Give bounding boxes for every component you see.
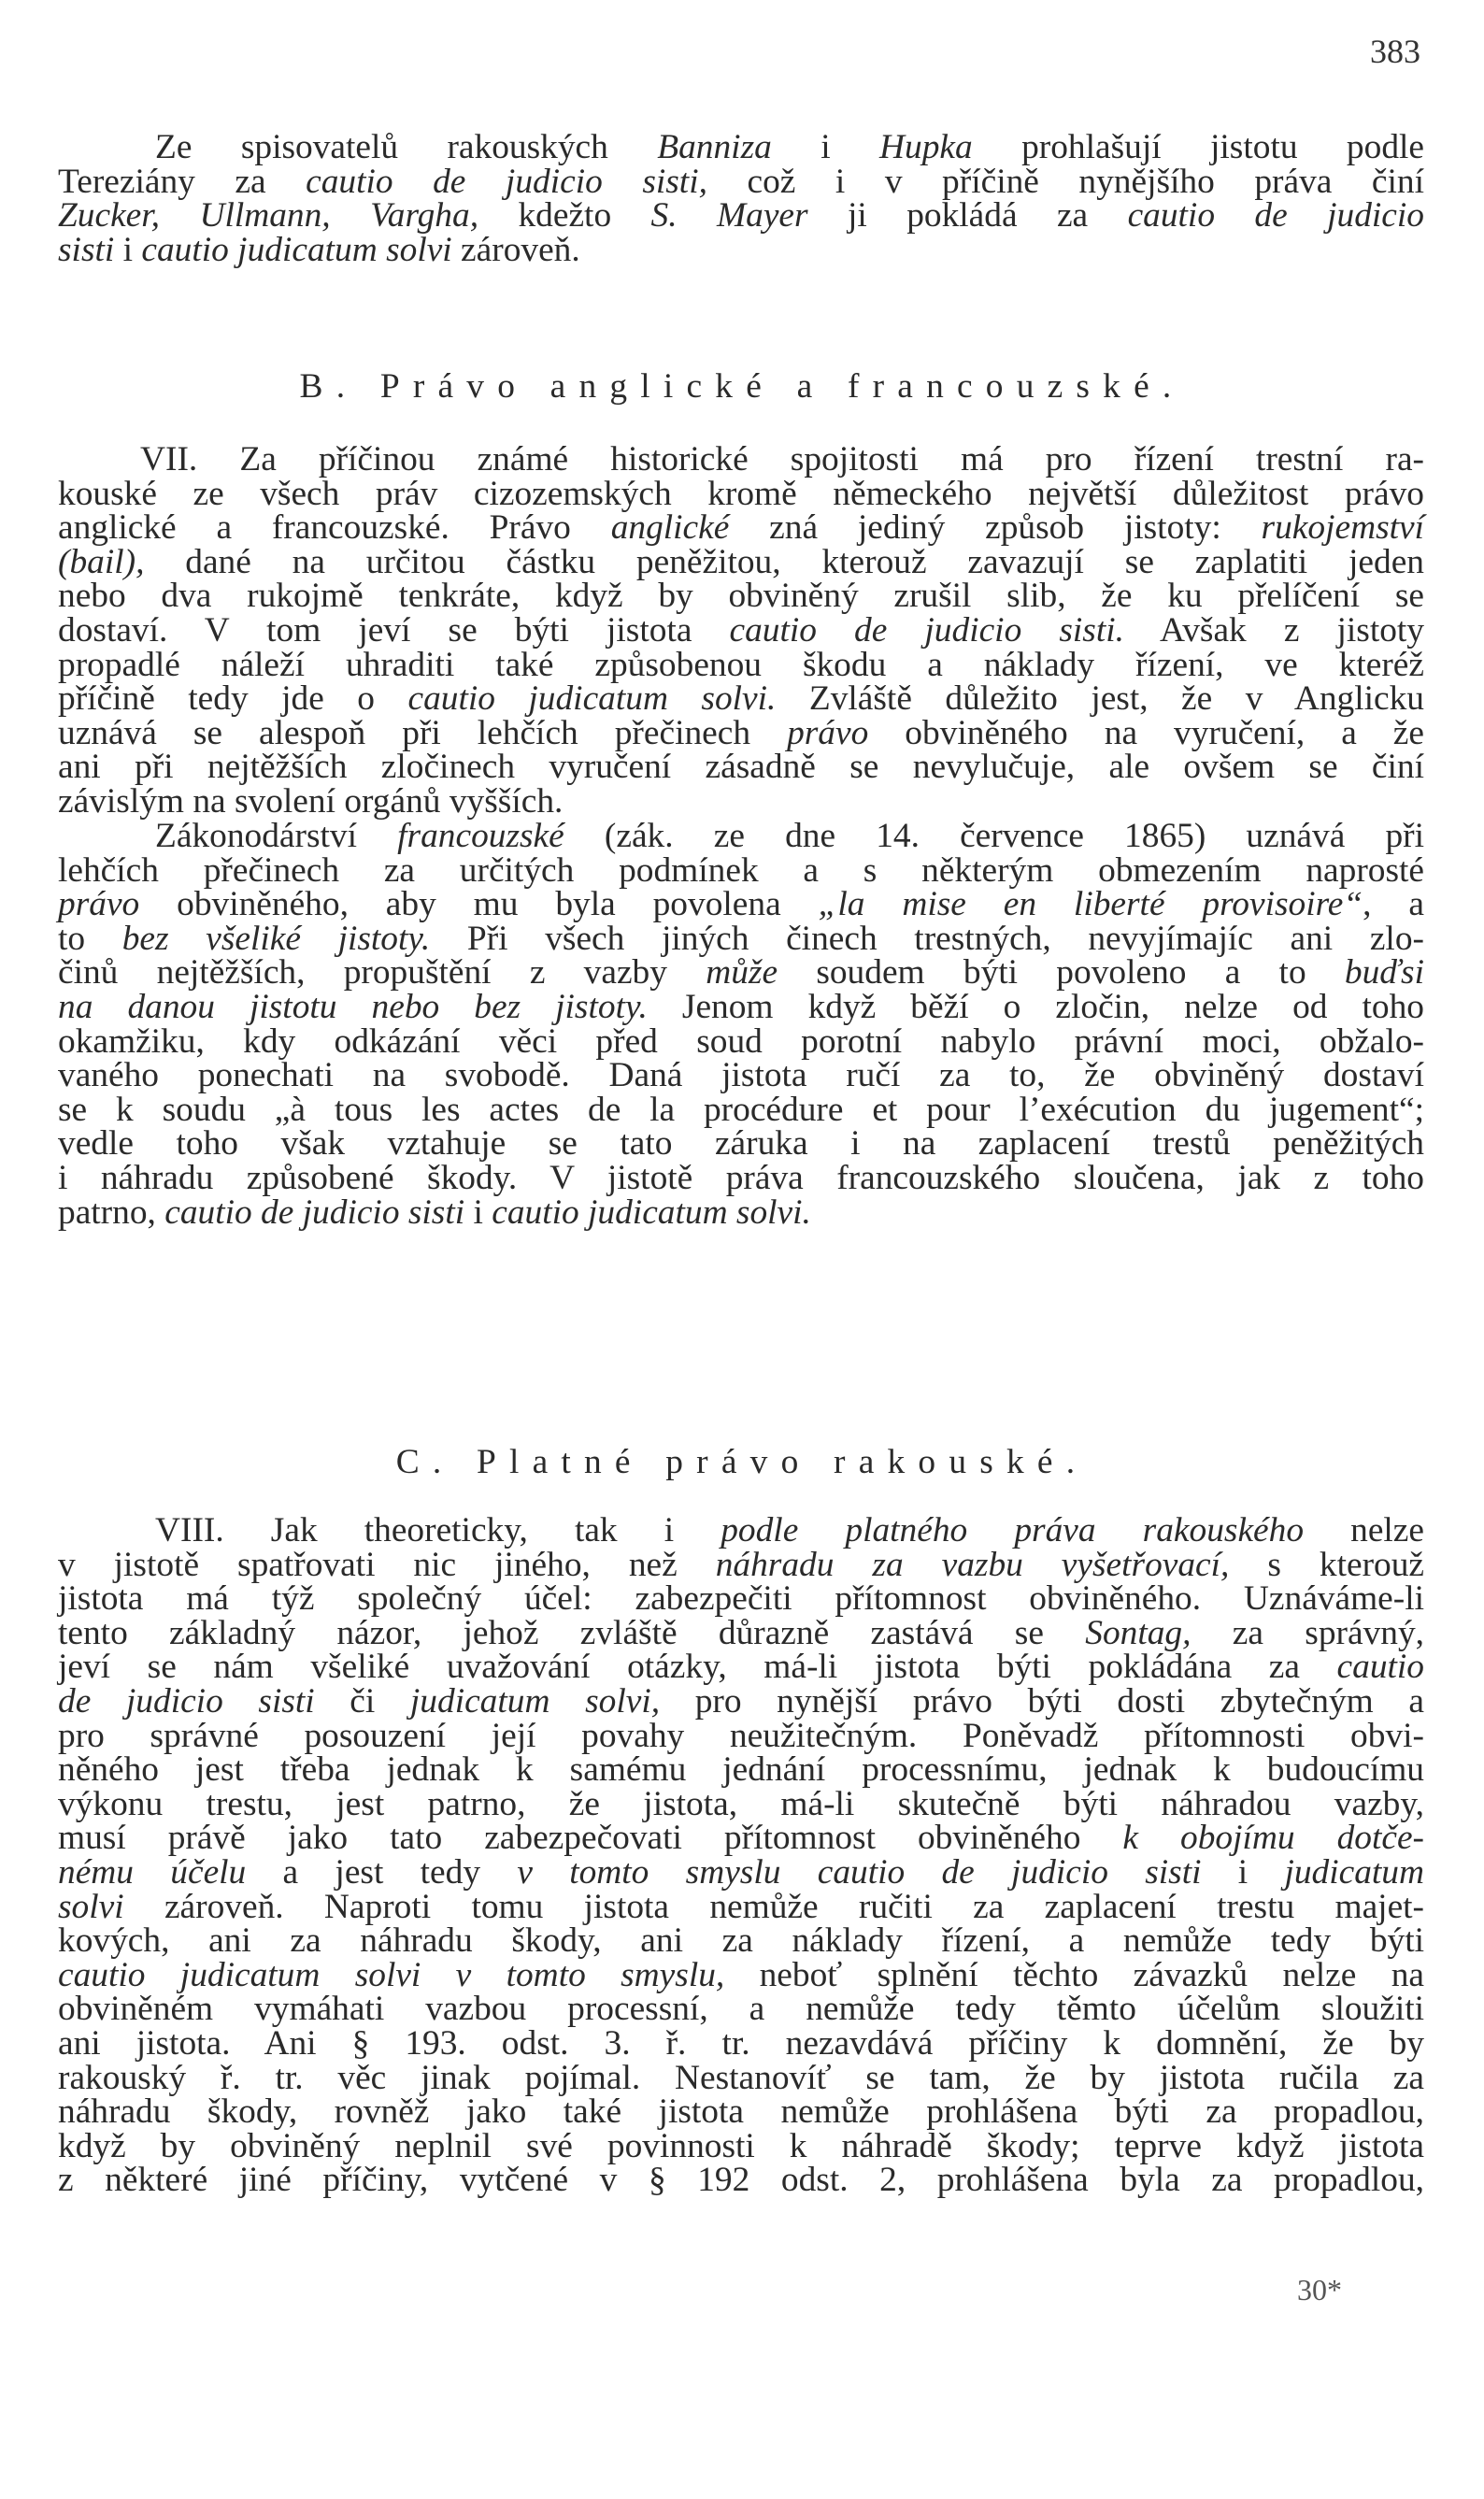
text-line: Tereziány za cautio de judicio sisti, což i v příčině nynějšího práva činí <box>58 162 1424 201</box>
text-line: anglické a francouzské. Právo anglické zná jediný způsob jistoty: rukojemství <box>58 508 1424 548</box>
page-number: 383 <box>1370 33 1420 70</box>
text-line: z některé jiné příčiny, vytčené v § 192 odst. 2, prohlášena byla za propadlou, <box>58 2161 1424 2200</box>
text-line: náhradu škody, rovněž jako také jistota nemůže prohlášena býti za propadlou, <box>58 2092 1424 2132</box>
text-line: pro správné posouzení její povahy neužitečným. Poněvadž přítomnosti obvi- <box>58 1716 1424 1755</box>
text-line: Zákonodárství francouzské (zák. ze dne 14. července 1865) uznává při <box>155 817 1424 855</box>
signature-mark: 30* <box>1297 2273 1342 2306</box>
text-line: se k soudu „à tous les actes de la procédure et pour l’exécution du jugement“; <box>58 1090 1424 1129</box>
text-line: rakouský ř. tr. věc jinak pojímal. Nestanovíť se tam, že by jistota ručila za <box>58 2058 1424 2097</box>
text-line: kouské ze všech práv cizozemských kromě německého největší důležitost právo <box>58 474 1424 513</box>
text-line: cautio judicatum solvi v tomto smyslu, neboť splnění těchto závazků nelze na <box>58 1955 1424 1994</box>
text-line: příčině tedy jde o cautio judicatum solvi. Zvláště důležito jest, že v Anglicku <box>58 679 1424 719</box>
text-line: sisti i cautio judicatum solvi zároveň. <box>58 230 580 269</box>
text-line: obviněném vymáhati vazbou processní, a nemůže tedy těmto účelům sloužiti <box>58 1990 1424 2029</box>
french-law-paragraph <box>58 817 1424 1232</box>
text-line: dostaví. V tom jeví se býti jistota cautio de judicio sisti. Avšak z jistoty <box>58 610 1424 650</box>
text-line: nému účelu a jest tedy v tomto smyslu cautio de judicio sisti i judicatum <box>58 1852 1424 1892</box>
text-line: v jistotě spatřovati nic jiného, než náhradu za vazbu vyšetřovací, s kterouž <box>58 1545 1425 1584</box>
section-viii-paragraph <box>58 1511 1425 2200</box>
text-line: závislým na svolení orgánů vyšších. <box>58 781 564 821</box>
text-line: vedle toho však vztahuje se tato záruka i na zaplacení trestů peněžitých <box>58 1124 1424 1164</box>
text-line: to bez všeliké jistoty. Při všech jiných činech trestných, nevyjímajíc ani zlo- <box>58 919 1424 958</box>
text-line: jeví se nám všeliké uvažování otázky, má-li jistota býti pokládána za cautio <box>58 1648 1424 1687</box>
text-line: uznává se alespoň při lehčích přečinech právo obviněného na vyručení, a že <box>58 713 1424 752</box>
text-line: VII. Za příčinou známé historické spojitosti má pro řízení trestní ra- <box>140 440 1424 478</box>
text-line: výkonu trestu, jest patrno, že jistota, má-li skutečně býti náhradou vazby, <box>58 1784 1424 1823</box>
section-vii-paragraph <box>58 440 1424 821</box>
text-line: i náhradu způsobené škody. V jistotě práva francouzského sloučena, jak z toho <box>58 1158 1424 1197</box>
text-line: okamžiku, kdy odkázání věci před soud porotní nabylo právní moci, obžalo- <box>58 1021 1424 1061</box>
section-heading-b: B. Právo anglické a francouzské. <box>299 367 1185 406</box>
text-line: tento základný názor, jehož zvláště důrazně zastává se Sontag, za správný, <box>58 1613 1424 1652</box>
text-line: na danou jistotu nebo bez jistoty. Jenom když běží o zločin, nelze od toho <box>58 987 1424 1026</box>
text-line: patrno, cautio de judicio sisti i cautio judicatum solvi. <box>58 1192 811 1232</box>
text-line: vaného ponechati na svobodě. Daná jistota ručí za to, že obviněný dostaví <box>58 1056 1424 1095</box>
section-heading-c: C. Platné právo rakouské. <box>395 1443 1089 1481</box>
intro-paragraph <box>58 128 1424 269</box>
text-line: něného jest třeba jednak k samému jednání processnímu, jednak k budoucímu <box>58 1750 1424 1790</box>
text-line: nebo dva rukojmě tenkráte, když by obviněný zrušil slib, že ku přelíčení se <box>58 577 1424 616</box>
text-line: právo obviněného, aby mu byla povolena „la mise en liberté provisoire“, a <box>58 885 1424 924</box>
text-line: ani jistota. Ani § 193. odst. 3. ř. tr. nezavdává příčiny k domnění, že by <box>58 2023 1424 2063</box>
text-line: de judicio sisti či judicatum solvi, pro nynější právo býti dosti zbytečným a <box>58 1681 1424 1721</box>
text-line: kových, ani za náhradu škody, ani za náklady řízení, a nemůže tedy býti <box>58 1921 1424 1961</box>
text-line: VIII. Jak theoreticky, tak i podle platného práva rakouského nelze <box>155 1511 1424 1549</box>
text-line: (bail), dané na určitou částku peněžitou, kterouž zavazují se zaplatiti jeden <box>58 542 1424 581</box>
text-line: když by obviněný neplnil své povinnosti k náhradě škody; teprve když jistota <box>58 2126 1424 2165</box>
text-line: ani při nejtěžších zločinech vyručení zásadně se nevylučuje, ale ovšem se činí <box>58 748 1424 787</box>
text-line: solvi zároveň. Naproti tomu jistota nemůže ručiti za zaplacení trestu majet- <box>58 1887 1424 1926</box>
text-line: lehčích přečinech za určitých podmínek a s některým obmezením naprosté <box>58 850 1424 890</box>
text-line: propadlé náleží uhraditi také způsobenou škodu a náklady řízení, ve kteréž <box>58 645 1424 684</box>
text-line: jistota má týž společný účel: zabezpečiti přítomnost obviněného. Uznáváme-li <box>58 1579 1424 1619</box>
text-line: činů nejtěžších, propuštění z vazby může soudem býti povoleno a to buďsi <box>58 953 1424 992</box>
text-line: musí právě jako tato zabezpečovati přítomnost obviněného k obojímu dotče- <box>58 1819 1424 1858</box>
text-line: Ze spisovatelů rakouských Banniza i Hupka prohlašují jistotu podle <box>155 128 1424 166</box>
text-line: Zucker, Ullmann, Vargha, kdežto S. Mayer ji pokládá za cautio de judicio <box>58 196 1424 236</box>
